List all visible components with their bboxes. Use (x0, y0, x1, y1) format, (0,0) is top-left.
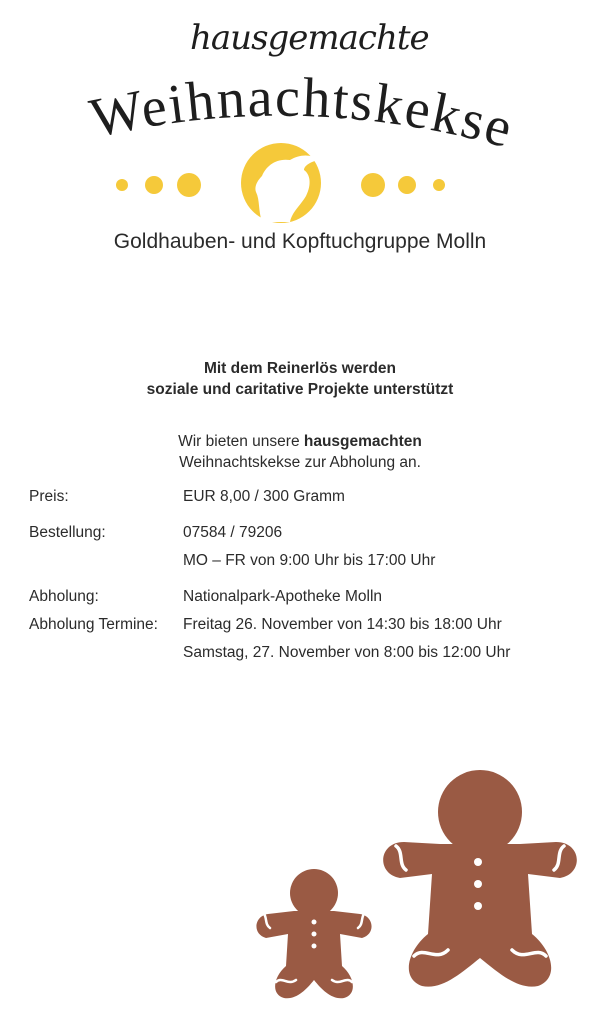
order-hours: MO – FR von 9:00 Uhr bis 17:00 Uhr (183, 552, 436, 569)
order-label: Bestellung: (29, 524, 106, 541)
logo-row (0, 140, 600, 230)
intro-line-2: soziale und caritative Projekte unterstützt (146, 381, 454, 398)
offer-line-2: Weihnachtskekse zur Abholung an. (179, 454, 421, 471)
order-hours-row (29, 552, 589, 574)
goldhaube-silhouette-icon (241, 143, 321, 223)
pickup-value: Nationalpark-Apotheke Molln (183, 588, 383, 605)
price-row (29, 488, 589, 510)
dot (361, 173, 385, 197)
gingerbread-man-large-icon (383, 770, 577, 987)
order-phone: 07584 / 79206 (183, 524, 283, 541)
price-value: EUR 8,00 / 300 Gramm (183, 488, 345, 505)
dot (433, 179, 445, 191)
dot (398, 176, 416, 194)
dot (116, 179, 128, 191)
dates-row-2 (29, 644, 589, 666)
offer-prefix: Wir bieten unsere (178, 433, 304, 450)
group-name: Goldhauben- und Kopftuchgruppe Molln (113, 230, 487, 253)
price-label: Preis: (29, 488, 69, 505)
gingerbread-man-small-icon (256, 869, 371, 998)
intro-text (0, 358, 600, 400)
dot (145, 176, 163, 194)
offer-bold: hausgemachten (303, 433, 422, 450)
intro-line-1: Mit dem Reinerlös werden (203, 360, 397, 377)
main-title-text: Weihnachtskekse (84, 66, 521, 160)
gingerbread-decoration (0, 760, 600, 1024)
dates-label: Abholung Termine: (29, 616, 158, 633)
script-title: hausgemachte (190, 18, 429, 58)
dot (177, 173, 201, 197)
offer-line-1 (0, 431, 600, 452)
date-2: Samstag, 27. November von 8:00 bis 12:00 Uhr (183, 644, 511, 661)
dates-row (29, 616, 589, 638)
date-1: Freitag 26. November von 14:30 bis 18:00 Uhr (183, 616, 502, 633)
flyer-header (0, 0, 600, 270)
order-row (29, 524, 589, 546)
pickup-label: Abholung: (29, 588, 99, 605)
pickup-row (29, 588, 589, 610)
offer-text (0, 431, 600, 473)
